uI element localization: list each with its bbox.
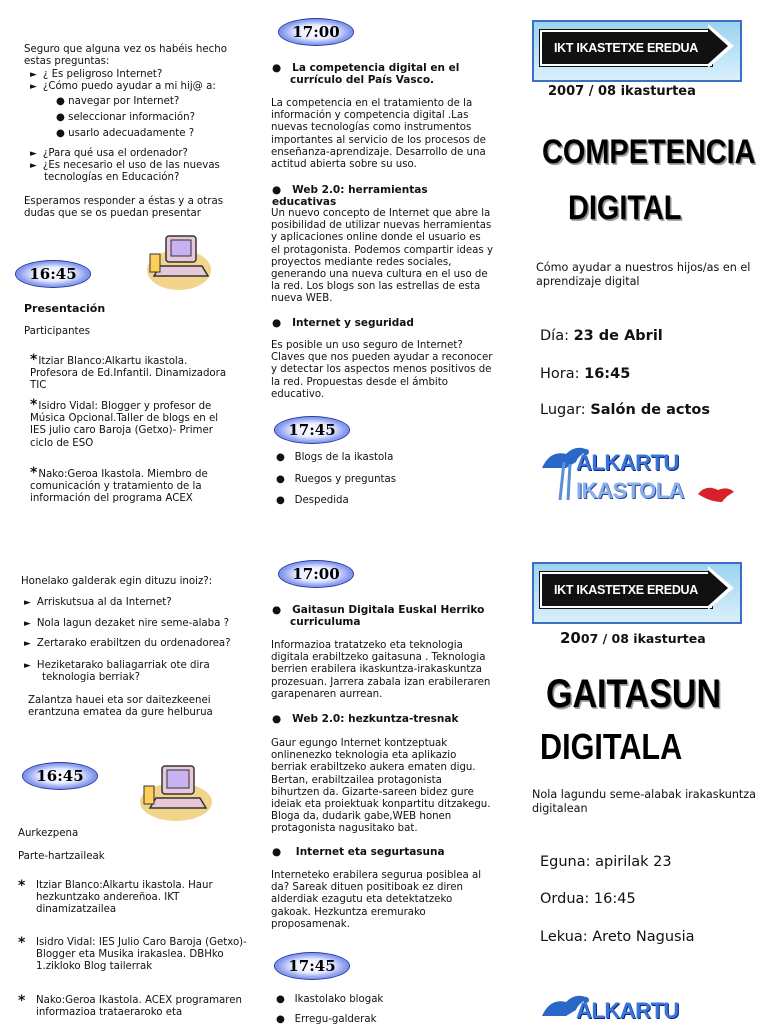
- dot-bullet-icon: ●: [276, 474, 295, 485]
- participant-1: * Itziar Blanco:Alkartu ikastola. Haur hezkuntzako andereñoa. IKT dinamizatzailea: [18, 878, 213, 916]
- arrow-sign-icon: [540, 30, 712, 66]
- time-badge-1645: 16:45: [15, 260, 91, 288]
- question-4: ► Heziketarako baliagarriak ote dira teknologia berriak?: [24, 660, 210, 684]
- section-heading-3: ● Internet eta segurtasuna: [272, 846, 445, 858]
- parte-hartzaileak-label: Parte-hartzaileak: [18, 851, 105, 862]
- logo-text-1: ALKARTU: [576, 998, 679, 1023]
- list-item: ● Despedida: [276, 495, 349, 506]
- section-text-3: Interneteko erabilera segurua posiblea al da? Sareak dituen positiboak ez diren alderdiak ezagutu eta detektatzeko gakoak. Hezkuntza eremurako proposamenak.: [271, 870, 482, 930]
- intro-text: Honelako galderak egin dituzu inoiz?:: [21, 576, 213, 587]
- logo-text-2: IKASTOLA: [576, 478, 685, 503]
- arrow-bullet-icon: ►: [24, 619, 31, 629]
- section-heading-1: ● Gaitasun Digitala Euskal Herriko curriculuma: [272, 604, 485, 628]
- dot-bullet-icon: ●: [272, 604, 293, 616]
- participant-2: * Isidro Vidal: IES Julio Caro Baroja (Getxo)- Blogger eta Musika irakaslea. DBHko 1.zikloko Blog tailerrak: [18, 935, 247, 973]
- school-year: 2007 / 08 ikasturtea: [560, 629, 706, 647]
- section-heading-3: ● Internet y seguridad: [272, 317, 414, 329]
- dot-bullet-icon: ●: [56, 128, 69, 139]
- arrow-bullet-icon: ►: [30, 149, 37, 159]
- title-line-2: DIGITALA: [540, 726, 683, 767]
- date-info: Eguna: apirilak 23: [540, 854, 672, 870]
- time-badge-1745: 17:45: [274, 416, 350, 444]
- sign-text: IKT IKASTETXE EREDUA: [553, 41, 698, 55]
- section-text-2: Gaur egungo Internet kontzeptuak onlinenezko teknologia eta aplikazio berriak erabiltzeko aukera ematen digu. Bertan, erabiltzailea protagonista bihurtzen da. Gizarte-sareen bidez gure ideiak eta proiektuak konpartitu ditzakegu. Bloga da, dudarik gabe,WEB honen protagonista nagusitako bat.: [271, 738, 491, 835]
- dot-bullet-icon: ●: [272, 317, 293, 329]
- time-badge-1645: 16:45: [22, 762, 98, 790]
- question-2: ► Nola lagun dezaket nire seme-alaba ?: [24, 618, 230, 629]
- question-1: ► ¿ Es peligroso Internet?: [30, 69, 163, 80]
- computer-icon: [138, 760, 214, 822]
- dot-bullet-icon: ●: [272, 846, 296, 858]
- time-info: Ordua: 16:45: [540, 891, 636, 907]
- place-info: Lekua: Areto Nagusia: [540, 929, 695, 945]
- section-heading-2: ● Web 2.0: hezkuntza-tresnak: [272, 713, 459, 725]
- time-info: Hora: 16:45: [540, 366, 631, 382]
- title-line-1: GAITASUN: [546, 672, 722, 716]
- star-bullet-icon: *: [30, 465, 38, 481]
- sign-text: IKT IKASTETXE EREDUA: [553, 583, 698, 597]
- arrow-bullet-icon: ►: [24, 661, 31, 671]
- section-text-3: Es posible un uso seguro de Internet? Claves que nos pueden ayudar a reconocer y detectar los aspectos menos positivos de la red. Propuestas desde el ámbito educativo.: [271, 340, 493, 400]
- question-4: ► ¿Es necesario el uso de las nuevas tecnologías en Educación?: [30, 160, 220, 184]
- sub-question-3: ● usarlo adecuadamente ?: [56, 128, 195, 139]
- subtitle: Nola lagundu seme-alabak irakaskuntza digitalean: [532, 788, 757, 815]
- participantes-label: Participantes: [24, 326, 91, 337]
- list-item: ● Erregu-galderak: [276, 1014, 377, 1025]
- sub-question-2: ● seleccionar información?: [56, 112, 196, 123]
- title-line-1: COMPETENCIA: [542, 133, 756, 171]
- subtitle: Cómo ayudar a nuestros hijos/as en el aprendizaje digital: [536, 261, 751, 288]
- question-2: ► ¿Cómo puedo ayudar a mi hij@ a:: [30, 81, 216, 92]
- dot-bullet-icon: ●: [272, 713, 293, 725]
- school-year: 2007 / 08 ikasturtea: [548, 84, 696, 99]
- participant-2: *Isidro Vidal: Blogger y profesor de Música Opcional.Taller de blogs en el IES julio caro Baroja (Getxo)- Primer ciclo de ESO: [30, 397, 219, 449]
- section-heading-2: ● Web 2.0: herramientas educativas: [272, 184, 428, 208]
- question-3: ► Zertarako erabiltzen du ordenadorea?: [24, 638, 231, 649]
- title-line-2: DIGITAL: [568, 189, 682, 227]
- participant-3: *Nako:Geroa Ikastola. Miembro de comunicación y tratamiento de la información del programa ACEX: [30, 465, 208, 505]
- star-bullet-icon: *: [30, 397, 38, 413]
- time-badge-1700: 17:00: [278, 18, 354, 46]
- alkartu-logo: [536, 440, 740, 506]
- dot-bullet-icon: ●: [276, 452, 295, 463]
- section-heading-1: ● La competencia digital en el currículo del País Vasco.: [272, 62, 460, 86]
- arrow-bullet-icon: ►: [24, 598, 31, 608]
- list-item: ● Ikastolako blogak: [276, 994, 384, 1005]
- list-item: ● Ruegos y preguntas: [276, 474, 397, 485]
- dot-bullet-icon: ●: [276, 994, 295, 1005]
- alkartu-logo: [536, 988, 740, 1024]
- sub-question-1: ● navegar por Internet?: [56, 96, 180, 107]
- outro-text: Esperamos responder a éstas y a otras dudas que se os puedan presentar: [24, 196, 224, 220]
- intro-text: Seguro que alguna vez os habéis hecho estas preguntas:: [24, 44, 227, 68]
- dot-bullet-icon: ●: [276, 495, 295, 506]
- star-bullet-icon: *: [18, 935, 26, 951]
- section-text-1: Informazioa tratatzeko eta teknologia digitala erabiltzeko gaitasuna . Teknologia berrien erabilera ikaskuntza-irakaskuntza prozesuan. Jarrera zabala izan erabileraren garapenaren aurrean.: [271, 640, 491, 700]
- logo-text-1: ALKARTU: [576, 450, 679, 475]
- dot-bullet-icon: ●: [272, 184, 293, 196]
- outro-text: Zalantza hauei eta sor daitezkeenei erantzuna ematea da gure helburua: [28, 695, 213, 719]
- red-bird-icon: [696, 482, 736, 504]
- arrow-bullet-icon: ►: [24, 639, 31, 649]
- arrow-sign-icon: [540, 572, 712, 608]
- dot-bullet-icon: ●: [56, 112, 69, 123]
- section-text-2: Un nuevo concepto de Internet que abre la posibilidad de utilizar nuevas herramientas y aplicaciones online donde el usuario es el protagonista. Podemos compartir ideas y proyectos mediante redes sociales, generando una nueva cultura en el uso de la red. Los blogs son las estrellas de esta nueva WEB.: [271, 208, 493, 305]
- road-sign-image: [532, 20, 742, 82]
- dot-bullet-icon: ●: [272, 62, 293, 74]
- road-sign-image: [532, 562, 742, 624]
- star-bullet-icon: *: [18, 878, 26, 894]
- time-badge-1745: 17:45: [274, 952, 350, 980]
- star-bullet-icon: *: [18, 993, 26, 1009]
- participant-1: *Itziar Blanco:Alkartu ikastola. Profesora de Ed.Infantil. Dinamizadora TIC: [30, 352, 227, 392]
- question-3: ► ¿Para qué usa el ordenador?: [30, 148, 188, 159]
- arrow-bullet-icon: ►: [30, 161, 37, 171]
- question-1: ► Arriskutsua al da Internet?: [24, 597, 172, 608]
- star-bullet-icon: *: [30, 352, 38, 368]
- list-item: ● Blogs de la ikastola: [276, 452, 394, 463]
- dot-bullet-icon: ●: [56, 96, 69, 107]
- dot-bullet-icon: ●: [276, 1014, 295, 1025]
- computer-icon: [146, 230, 212, 290]
- date-info: Día: 23 de Abril: [540, 328, 663, 344]
- time-badge-1700: 17:00: [278, 560, 354, 588]
- presentacion-heading: Presentación: [24, 302, 106, 315]
- arrow-bullet-icon: ►: [30, 70, 37, 80]
- place-info: Lugar: Salón de actos: [540, 402, 711, 418]
- arrow-bullet-icon: ►: [30, 82, 37, 92]
- aurkezpena-heading: Aurkezpena: [18, 828, 79, 839]
- section-text-1: La competencia en el tratamiento de la información y competencia digital .Las nuevas tecnologías como instrumentos importantes al servicio de los procesos de enseñanza-aprendizaje. Desarrollo de una actitud abierta sobre su uso.: [271, 98, 486, 171]
- participant-3: * Nako:Geroa Ikastola. ACEX programaren informazioa trataeraroko eta: [18, 993, 242, 1019]
